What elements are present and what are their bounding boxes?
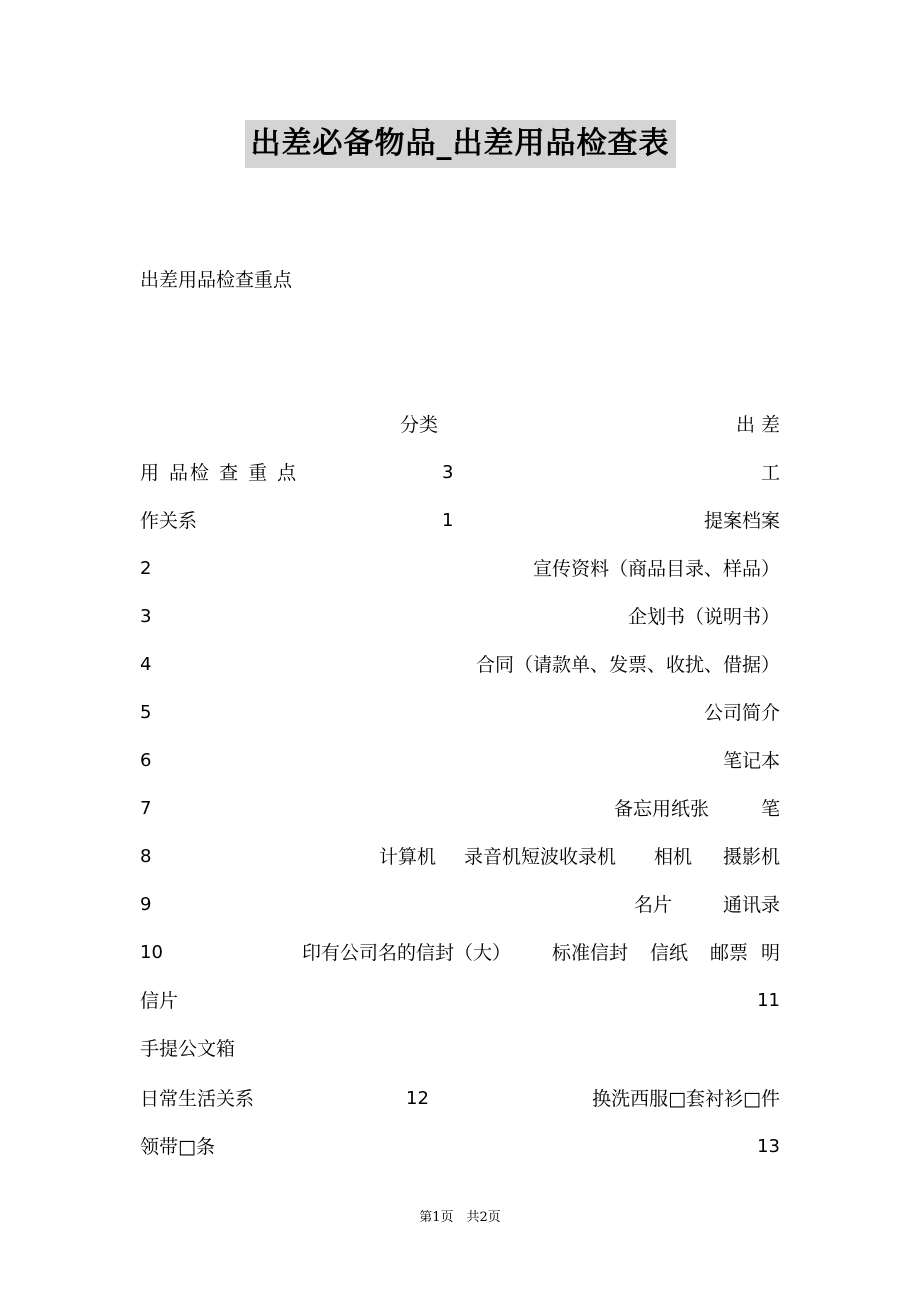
item-text: 笔: [760, 798, 780, 820]
item-text: 计算机: [379, 846, 437, 868]
text-fragment: 出 差: [735, 414, 780, 436]
doc-line: [140, 746, 780, 776]
item-text: 手提公文箱: [140, 1038, 236, 1060]
item-text: 摄影机: [722, 846, 780, 868]
item-text: 宣传资料（商品目录、样品）: [532, 558, 780, 580]
doc-line: [140, 410, 780, 440]
doc-line: [140, 986, 780, 1016]
item-text: 笔记本: [722, 750, 780, 772]
text-fragment: 工: [760, 462, 780, 484]
doc-line: [140, 1132, 780, 1162]
item-text: 名片: [634, 894, 673, 916]
item-number: 6: [140, 750, 152, 771]
doc-line: [140, 458, 780, 488]
item-number: 13: [757, 1136, 780, 1157]
text-fragment: 用 品检 查 重 点: [140, 462, 299, 484]
doc-line: [140, 794, 780, 824]
item-number: 10: [140, 942, 163, 963]
item-number: 5: [140, 702, 152, 723]
item-number: 4: [140, 654, 152, 675]
doc-line: [140, 1084, 780, 1114]
item-text: 邮票: [710, 942, 749, 964]
item-number: 2: [140, 558, 152, 579]
item-number: 3: [140, 606, 152, 627]
doc-line: [140, 1034, 780, 1064]
doc-line: [140, 698, 780, 728]
doc-line: [140, 938, 780, 968]
doc-line: [140, 650, 780, 680]
text-fragment: 信片: [140, 990, 179, 1012]
item-text: 合同（请款单、发票、收扰、借据）: [475, 654, 780, 676]
item-text: 公司简介: [703, 702, 780, 724]
item-text: 企划书（说明书）: [627, 606, 780, 628]
item-text: 换洗西服□套衬衫□件: [592, 1088, 780, 1110]
item-number: 11: [757, 990, 780, 1011]
item-text: 信纸: [650, 942, 689, 964]
item-text: 备忘用纸张: [614, 798, 710, 820]
item-text: 领带□条: [140, 1136, 215, 1158]
item-text: 提案档案: [703, 510, 780, 532]
item-number: 12: [406, 1088, 429, 1109]
doc-line: [140, 554, 780, 584]
doc-line: [140, 602, 780, 632]
item-text: 通讯录: [722, 894, 780, 916]
item-number: 9: [140, 894, 152, 915]
title-wrap: [0, 120, 920, 168]
item-text: 明: [760, 942, 780, 964]
page-title: 出差必备物品_出差用品检查表: [245, 120, 676, 168]
category-label: 日常生活关系: [140, 1088, 255, 1110]
item-text: 相机: [654, 846, 693, 868]
subtitle-line: [140, 265, 780, 295]
doc-line: [140, 842, 780, 872]
item-number: 7: [140, 798, 152, 819]
subtitle: 出差用品检查重点: [140, 269, 293, 291]
item-number: 3: [442, 462, 454, 483]
text-fragment: 作关系: [140, 510, 198, 532]
category-header: 分类: [400, 414, 439, 436]
page-footer: 第1页 共2页: [419, 1210, 501, 1225]
doc-line: [140, 890, 780, 920]
item-number: 1: [442, 510, 454, 531]
item-text: 录音机短波收录机: [464, 846, 617, 868]
doc-line: [140, 506, 780, 536]
item-number: 8: [140, 846, 152, 867]
item-text: 印有公司名的信封（大）: [302, 942, 512, 964]
item-text: 标准信封: [552, 942, 629, 964]
